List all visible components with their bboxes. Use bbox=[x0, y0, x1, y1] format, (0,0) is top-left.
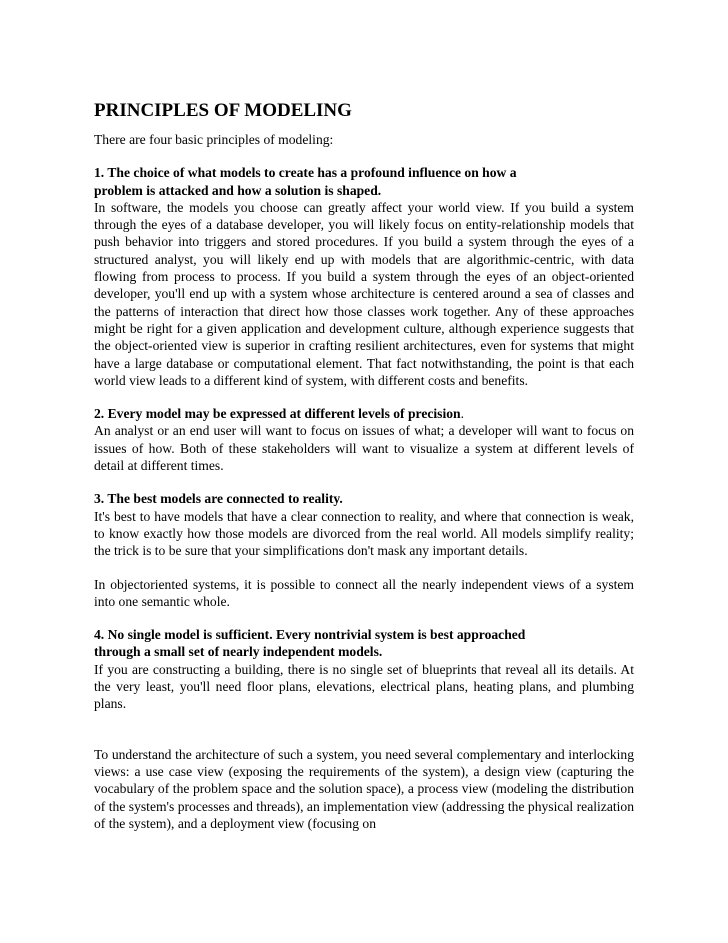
principle-1 bbox=[94, 164, 634, 389]
spacer bbox=[94, 560, 634, 576]
intro-text: There are four basic principles of modeling: bbox=[94, 132, 334, 147]
principle-4-heading-line-1: 4. No single model is sufficient. Every nontrivial system is best approached bbox=[94, 627, 526, 643]
principle-2-heading-suffix: . bbox=[460, 406, 465, 422]
principle-1-body: In software, the models you choose can greatly affect your world view. If you build a system through the eyes of a database developer, you will likely focus on entity-relationship models that push behavior into triggers and stored procedures. If you build a system through the eyes of a structured analyst, you will likely end up with models that are algorithmic-centric, with data flowing from process to process. If you build a system through the eyes of an object-oriented developer, you'll end up with a system whose architecture is centered around a sea of classes and the patterns of interaction that direct how those classes work together. Any of these approaches might be right for a given application and development culture, although experience suggests that the object-oriented view is superior in crafting resilient architectures, even for systems that might have a large database or computational element. That fact notwithstanding, the point is that each world view leads to a different kind of system, with different costs and benefits. bbox=[94, 199, 634, 388]
spacer bbox=[94, 148, 634, 164]
principle-1-heading-line-1: 1. The choice of what models to create has a profound influence on how a bbox=[94, 165, 517, 181]
principle-1-heading-line-2: problem is attacked and how a solution is shaped. bbox=[94, 182, 382, 198]
principle-1-heading bbox=[94, 164, 634, 199]
principle-3-extra: In objectoriented systems, it is possible to connect all the nearly independent views of a system into one semantic whole. bbox=[94, 576, 634, 609]
principle-4-heading bbox=[94, 626, 634, 661]
principle-3-heading-line-1: 3. The best models are connected to reality. bbox=[94, 491, 343, 507]
principle-2 bbox=[94, 405, 634, 474]
page-title: PRINCIPLES OF MODELING bbox=[94, 100, 352, 121]
principle-3-heading bbox=[94, 490, 634, 507]
principle-3 bbox=[94, 490, 634, 610]
spacer bbox=[94, 610, 634, 626]
principle-2-heading bbox=[94, 405, 634, 422]
closing-paragraph: To understand the architecture of such a system, you need several complementary and interlocking views: a use case view (exposing the requirements of the system), a design view (capturing the vocabulary of the problem space and the solution space), a process view (modeling the distribution of the system's processes and threads), an implementation view (addressing the physical realization of the system), and a deployment view (focusing on bbox=[94, 746, 634, 831]
document-page bbox=[94, 100, 634, 832]
principle-4-body: If you are constructing a building, there is no single set of blueprints that reveal all its details. At the very least, you'll need floor plans, elevations, electrical plans, heating plans, and plumbing plans. bbox=[94, 661, 634, 712]
principle-3-body: It's best to have models that have a clear connection to reality, and where that connection is weak, to know exactly how those models are divorced from the real world. All models simplify reality; the trick is to be sure that your simplifications don't mask any important details. bbox=[94, 508, 634, 559]
principle-4-heading-line-2: through a small set of nearly independent models. bbox=[94, 644, 383, 660]
spacer bbox=[94, 713, 634, 746]
spacer bbox=[94, 474, 634, 490]
principle-2-heading-text: 2. Every model may be expressed at different levels of precision bbox=[94, 406, 461, 422]
principle-2-body: An analyst or an end user will want to focus on issues of what; a developer will want to focus on issues of how. Both of these stakeholders will want to visualize a system at different levels of detail at different times. bbox=[94, 423, 634, 474]
spacer bbox=[94, 389, 634, 405]
principle-4 bbox=[94, 626, 634, 712]
